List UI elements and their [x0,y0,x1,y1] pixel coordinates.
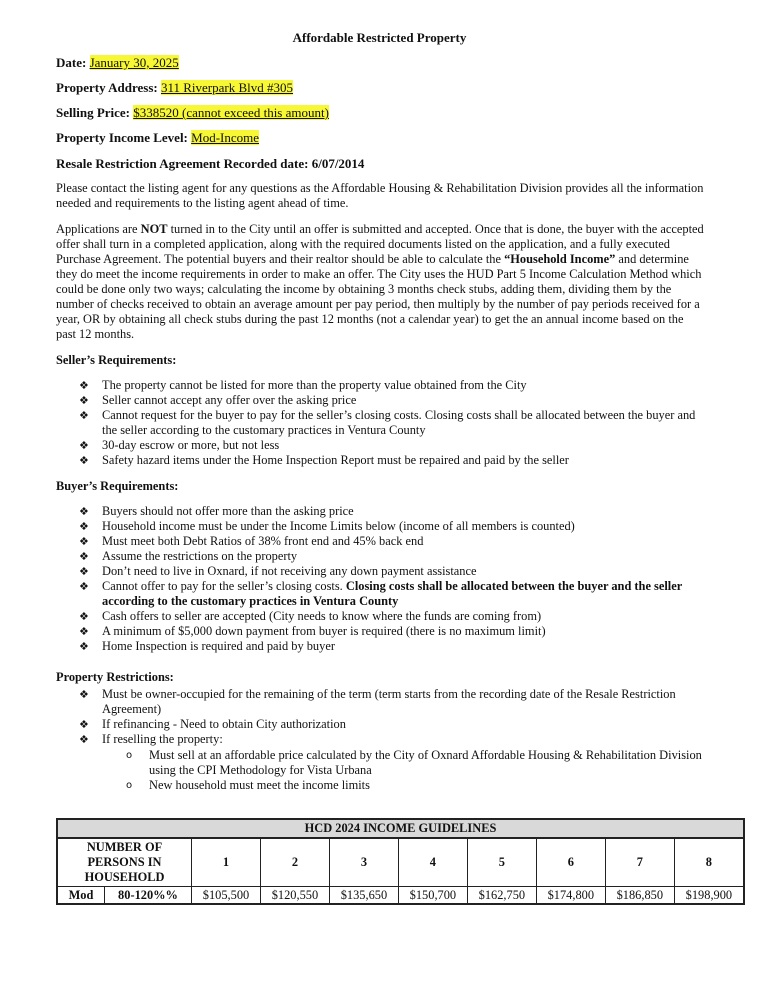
list-item: ❖ Buyers should not offer more than the asking price [79,504,354,518]
table-cell: $198,900 [674,887,744,905]
bullet-icon: ❖ [79,625,89,638]
table-cell: $186,850 [605,887,674,905]
bullet-icon: ❖ [79,379,89,392]
table-header-row [57,838,744,887]
table-cell: $120,550 [260,887,329,905]
resale-sub-list [124,748,704,793]
table-cell: $174,800 [536,887,605,905]
table-cell: $162,750 [467,887,536,905]
date-value: January 30, 2025 [89,55,179,70]
contact-paragraph: Please contact the listing agent for any questions as the Affordable Housing & Rehabilitation Division provides all the information needed and requirements to the listing agent ahead of time. [56,181,704,210]
bullet-icon: ❖ [79,688,89,701]
header-cell: 7 [605,838,674,887]
table-cell: $135,650 [329,887,398,905]
income-level-field: Property Income Level: Mod-Income [56,130,260,145]
circle-bullet-icon: o [126,750,133,761]
bullet-icon: ❖ [79,580,89,593]
header-cell: 5 [467,838,536,887]
row-range: 80-120%% [105,887,192,905]
bullet-icon: ❖ [79,718,89,731]
list-item: ❖ Cannot offer to pay for the seller’s closing costs. Closing costs shall be allocated between the buyer and the seller according to the customary practices in Ventura County [79,579,683,608]
bullet-icon: ❖ [79,550,89,563]
price-field: Selling Price: $338520 (cannot exceed this amount) [56,105,329,120]
table-cell: $105,500 [192,887,261,905]
list-item: ❖ A minimum of $5,000 down payment from buyer is required (there is no maximum limit) [79,624,546,638]
list-item: ❖ Must be owner-occupied for the remaining of the term (term starts from the recording date of the Resale Restriction Agreement) [79,687,676,716]
table-row [57,887,744,905]
buyer-requirements-heading: Buyer’s Requirements: [56,479,179,493]
bullet-icon: ❖ [79,640,89,653]
circle-bullet-icon: o [126,780,133,791]
income-level-value: Mod-Income [191,130,260,145]
list-item: o Must sell at an affordable price calculated by the City of Oxnard Affordable Housing & Rehabilitation Division using the CPI Methodology for Vista Urbana [126,748,702,777]
bullet-icon: ❖ [79,394,89,407]
property-restrictions-heading: Property Restrictions: [56,670,174,684]
bullet-icon: ❖ [79,733,89,746]
bullet-icon: ❖ [79,610,89,623]
list-item: ❖ Cannot request for the buyer to pay for the seller’s closing costs. Closing costs shall be allocated between the buyer and the seller according to the customary practices in Ventura County [79,408,696,437]
list-item: ❖ Household income must be under the Income Limits below (income of all members is counted) [79,519,575,533]
list-item: ❖ The property cannot be listed for more than the property value obtained from the City [79,378,527,392]
header-cell: 1 [192,838,261,887]
price-value: $338520 (cannot exceed this amount) [133,105,329,120]
list-item: ❖ Assume the restrictions on the property [79,549,298,563]
application-paragraph: Applications are NOT turned in to the City until an offer is submitted and accepted. Once that is done, the buyer with the accepted offer shall turn in a completed application, along with the required documents listed on the application, and a fully executed Purchase Agreement. The potential buyers and their realtor should be able to calculate the “Household Income” and determine they do meet the income requirements in order to make an offer. The City uses the HUD Part 5 Income Calculation Method which could be done only two ways; calculating the income by obtaining 3 months check stubs, adding them, dividing them by the number of checks received to obtain an average amount per pay period, then multiply by the number of pay periods received for a year, OR by obtaining all check stubs during the past 12 months (not a calendar year) to get the an annual income based on the past 12 months. [56,222,704,341]
income-guidelines-table [56,818,745,905]
bullet-icon: ❖ [79,520,89,533]
header-cell: 8 [674,838,744,887]
bullet-icon: ❖ [79,565,89,578]
list-item: ❖ Cash offers to seller are accepted (City needs to know where the funds are coming from) [79,609,542,623]
list-item: ❖ Seller cannot accept any offer over the asking price [79,393,357,407]
bullet-icon: ❖ [79,439,89,452]
list-item: ❖ If refinancing - Need to obtain City authorization [79,717,346,731]
list-item: ❖ Home Inspection is required and paid by buyer [79,639,335,653]
list-item: ❖ Don’t need to live in Oxnard, if not receiving any down payment assistance [79,564,477,578]
resale-date-field: Resale Restriction Agreement Recorded date: 6/07/2014 [56,156,365,171]
list-item: ❖ Must meet both Debt Ratios of 38% front end and 45% back end [79,534,424,548]
bullet-icon: ❖ [79,454,89,467]
list-item: ❖ 30-day escrow or more, but not less [79,438,280,452]
table-cell: $150,700 [398,887,467,905]
bullet-icon: ❖ [79,409,89,422]
persons-header: NUMBER OF PERSONS IN HOUSEHOLD [57,838,192,887]
header-cell: 4 [398,838,467,887]
list-item: ❖ If reselling the property: [79,732,223,746]
row-label: Mod [57,887,105,905]
buyer-requirements-list [79,504,709,654]
header-cell: 2 [260,838,329,887]
header-cell: 6 [536,838,605,887]
address-value: 311 Riverpark Blvd #305 [160,80,293,95]
seller-requirements-heading: Seller’s Requirements: [56,353,177,367]
property-restrictions-list [79,687,709,747]
bullet-icon: ❖ [79,535,89,548]
address-field: Property Address: 311 Riverpark Blvd #305 [56,80,293,95]
seller-requirements-list [79,378,709,468]
list-item: ❖ Safety hazard items under the Home Inspection Report must be repaired and paid by the seller [79,453,569,467]
date-field: Date: January 30, 2025 [56,55,179,70]
bullet-icon: ❖ [79,505,89,518]
document-title: Affordable Restricted Property [292,30,467,45]
table-caption: HCD 2024 INCOME GUIDELINES [57,819,744,838]
header-cell: 3 [329,838,398,887]
list-item: o New household must meet the income limits [126,778,370,792]
